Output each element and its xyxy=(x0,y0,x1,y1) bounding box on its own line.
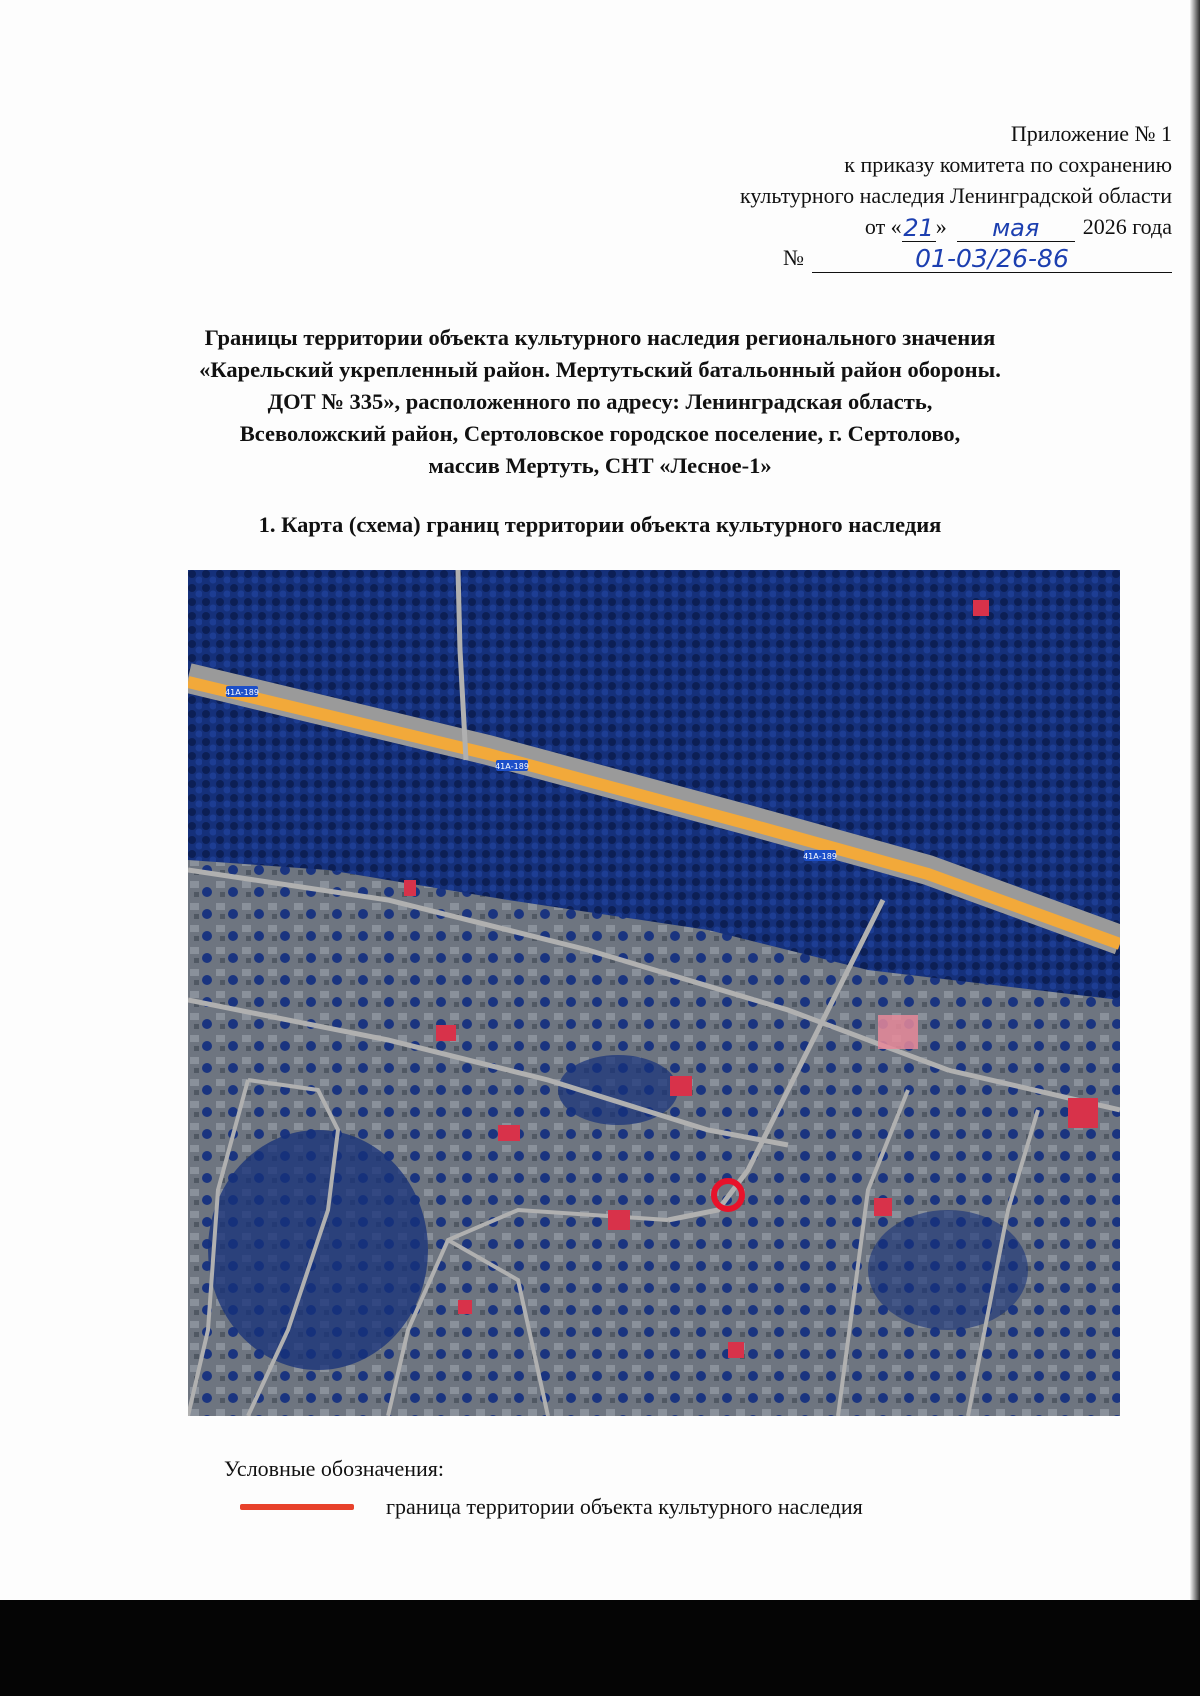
road-label: 41А-189 xyxy=(225,688,259,697)
roof xyxy=(1068,1098,1098,1128)
roof xyxy=(498,1125,520,1141)
title-line-4: Всеволожский район, Сертоловское городское поселение, г. Сертолово, xyxy=(239,421,961,446)
date-mid: » xyxy=(935,214,947,239)
appendix-date-line xyxy=(532,211,1172,242)
legend-item-label: граница территории объекта культурного наследия xyxy=(386,1494,863,1519)
date-month-handwritten: мая xyxy=(957,215,1075,242)
title-line-5: массив Мертуть, СНТ «Лесное-1» xyxy=(428,453,772,478)
appendix-line-3: культурного наследия Ленинградской области xyxy=(740,183,1172,208)
appendix-block xyxy=(532,118,1172,273)
number-prefix: № xyxy=(783,245,804,270)
date-suffix: 2026 года xyxy=(1082,214,1172,239)
forest-patch xyxy=(208,1130,428,1370)
title-line-2: «Карельский укрепленный район. Мертутьский батальонный район обороны. xyxy=(199,357,1001,382)
legend-item xyxy=(240,1494,863,1520)
roof xyxy=(874,1198,892,1216)
document-title xyxy=(100,322,1100,482)
section-heading: 1. Карта (схема) границ территории объекта культурного наследия xyxy=(258,512,942,537)
scan-edge xyxy=(1190,0,1200,1600)
date-prefix: от « xyxy=(864,214,902,239)
roof xyxy=(608,1210,630,1230)
legend-title: Условные обозначения: xyxy=(224,1456,445,1481)
number-handwritten: 01-03/26-86 xyxy=(812,246,1172,273)
roof xyxy=(728,1342,744,1358)
satellite-map xyxy=(188,570,1120,1416)
date-day-handwritten: 21 xyxy=(903,214,934,242)
roof xyxy=(670,1076,692,1096)
appendix-line-1: Приложение № 1 xyxy=(1010,121,1172,146)
roof xyxy=(458,1300,472,1314)
roof xyxy=(436,1025,456,1041)
appendix-line-2: к приказу комитета по сохранению xyxy=(844,152,1172,177)
road-label: 41А-189 xyxy=(495,762,529,771)
title-line-1: Границы территории объекта культурного наследия регионального значения xyxy=(204,325,996,350)
scan-bottom-band xyxy=(0,1600,1200,1696)
roof xyxy=(878,1015,918,1049)
roof xyxy=(404,880,416,896)
appendix-number-line xyxy=(532,242,1172,273)
legend-red-line-swatch xyxy=(240,1504,354,1510)
road-label: 41А-189 xyxy=(803,852,837,861)
roof xyxy=(973,600,989,616)
map-svg xyxy=(188,570,1120,1416)
title-line-3: ДОТ № 335», расположенного по адресу: Ленинградская область, xyxy=(267,389,933,414)
